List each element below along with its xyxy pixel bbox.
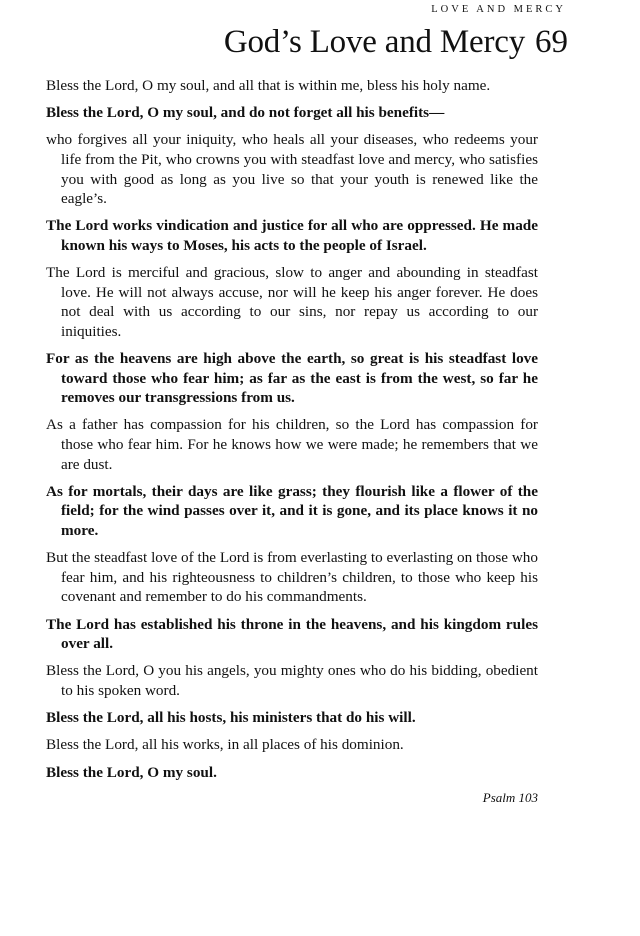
verse-response: For as the heavens are high above the earth, so great is his steadfast love toward those who fear him; as far as the east is from the west, so far he removes our transgressions from us. xyxy=(46,350,538,407)
verse-response: As for mortals, their days are like grass; they flourish like a flower of the field; for the wind passes over it, and it is gone, and its place knows it no more. xyxy=(46,482,538,540)
page-number: 69 xyxy=(535,24,568,60)
verse-plain: The Lord is merciful and gracious, slow to anger and abounding in steadfast love. He will not always accuse, nor will he keep his anger forever. He does not deal with us according to our sins, nor repay us according to our iniquities. xyxy=(46,264,538,340)
citation: Psalm 103 xyxy=(482,789,538,805)
verse-response: The Lord has established his throne in the heavens, and his kingdom rules over all. xyxy=(46,615,538,653)
verse-plain: But the steadfast love of the Lord is from everlasting to everlasting on those who fear him, and his righteousness to children’s children, to those who keep his covenant and remember to do his commandments. xyxy=(46,549,538,606)
verse-plain: Bless the Lord, O my soul, and all that is within me, bless his holy name. xyxy=(46,77,491,94)
verse-plain: Bless the Lord, all his works, in all places of his dominion. xyxy=(46,736,404,754)
verse-plain: Bless the Lord, O you his angels, you mighty ones who do his bidding, obedient to his spoken word. xyxy=(46,662,538,699)
verse-plain: As a father has compassion for his children, so the Lord has compassion for those who fear him. For he knows how we were made; he remembers that we are dust. xyxy=(46,416,538,473)
verse-response: Bless the Lord, O my soul, and do not forget all his benefits— xyxy=(46,104,445,122)
page-title: God’s Love and Mercy xyxy=(223,24,525,60)
verse-response: Bless the Lord, O my soul. xyxy=(46,763,217,781)
running-head: LOVE AND MERCY xyxy=(431,4,566,15)
verse-response: The Lord works vindication and justice for all who are oppressed. He made known his ways to Moses, his acts to the people of Israel. xyxy=(46,217,538,254)
psalm-text xyxy=(46,76,538,806)
verse-response: Bless the Lord, all his hosts, his ministers that do his will. xyxy=(46,709,416,727)
title-row xyxy=(0,24,568,61)
verse-plain: who forgives all your iniquity, who heals all your diseases, who redeems your life from the Pit, who crowns you with steadfast love and mercy, who satisfies you with good as long as you live so that your youth is renewed like the eagle’s. xyxy=(46,131,538,208)
